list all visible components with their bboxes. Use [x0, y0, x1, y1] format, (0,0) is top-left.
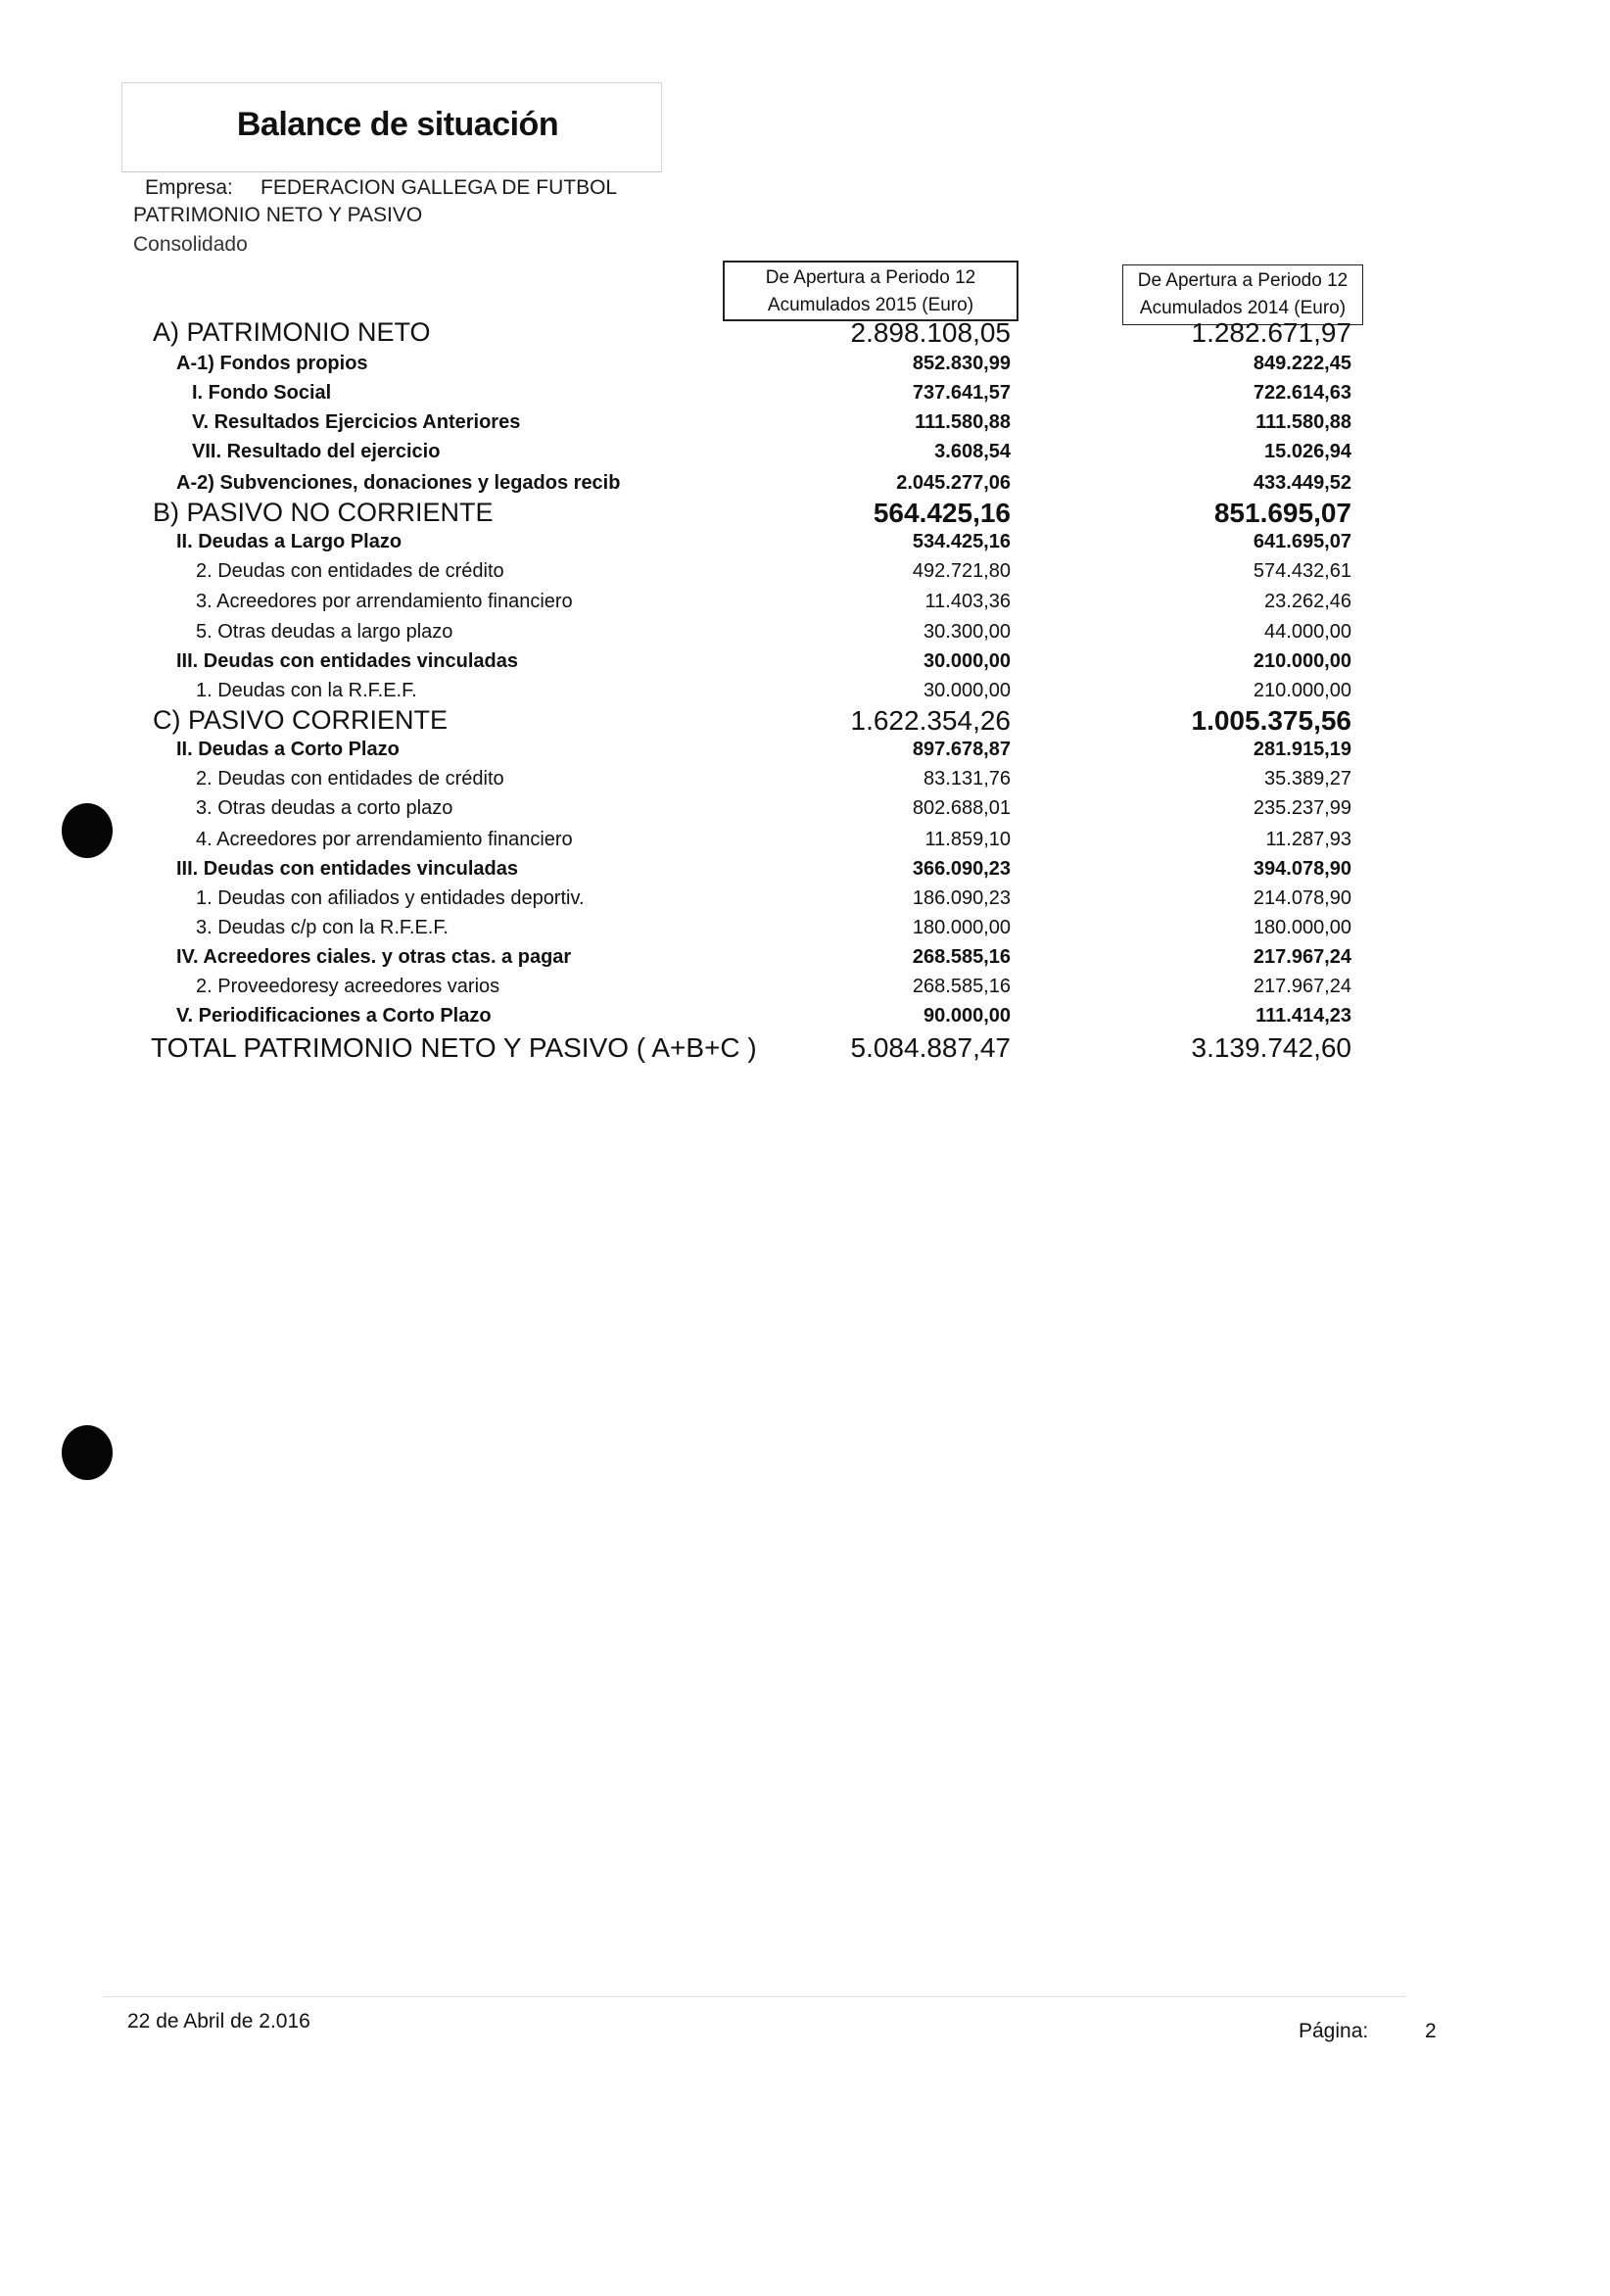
table-row: [0, 797, 1610, 827]
table-row: [0, 946, 1610, 976]
row-label: 2. Deudas con entidades de crédito: [196, 768, 504, 789]
value-2014: 23.262,46: [1264, 591, 1351, 612]
table-row: [0, 621, 1610, 650]
value-2014: 44.000,00: [1264, 621, 1351, 643]
value-2014: 394.078,90: [1253, 858, 1351, 880]
value-2015: 737.641,57: [912, 382, 1011, 404]
value-2014: 235.237,99: [1253, 797, 1351, 819]
value-2014: 15.026,94: [1264, 441, 1351, 462]
value-2015: 90.000,00: [923, 1005, 1011, 1027]
row-label: II. Deudas a Largo Plazo: [176, 531, 402, 552]
row-label: IV. Acreedores ciales. y otras ctas. a pagar: [176, 946, 572, 968]
value-2014: 214.078,90: [1253, 887, 1351, 909]
column-header-2014: [1122, 264, 1363, 325]
value-2015: 3.608,54: [934, 441, 1011, 462]
table-row: [0, 560, 1610, 590]
scope-label: Consolidado: [133, 233, 248, 256]
row-label: 3. Otras deudas a corto plazo: [196, 797, 453, 819]
value-2015: 30.000,00: [923, 680, 1011, 701]
value-2014: 217.967,24: [1253, 946, 1351, 968]
column-header-2015: [723, 261, 1018, 321]
value-2015: 534.425,16: [912, 531, 1011, 552]
value-2015: 564.425,16: [873, 498, 1011, 528]
punch-hole-icon: [62, 1425, 113, 1480]
value-2014: 722.614,63: [1253, 382, 1351, 404]
value-2014: 3.139.742,60: [1191, 1032, 1351, 1063]
value-2014: 111.414,23: [1255, 1005, 1351, 1027]
value-2015: 492.721,80: [912, 560, 1011, 582]
table-row: [0, 829, 1610, 858]
row-label: 1. Deudas con afiliados y entidades deportiv.: [196, 887, 585, 909]
value-2014: 281.915,19: [1253, 739, 1351, 760]
value-2014: 851.695,07: [1213, 498, 1351, 528]
value-2015: 180.000,00: [912, 917, 1011, 938]
value-2014: 641.695,07: [1253, 531, 1351, 552]
value-2015: 186.090,23: [912, 887, 1011, 909]
table-row: [0, 498, 1610, 533]
section-heading: PATRIMONIO NETO Y PASIVO: [133, 204, 423, 226]
table-row: [0, 353, 1610, 382]
value-2015: 802.688,01: [912, 797, 1011, 819]
value-2015: 5.084.887,47: [850, 1032, 1011, 1063]
empresa-name: FEDERACION GALLEGA DE FUTBOL: [260, 176, 618, 199]
value-2015: 2.045.277,06: [896, 472, 1011, 494]
value-2015: 83.131,76: [923, 768, 1011, 789]
table-row: [0, 382, 1610, 411]
column-header-line: Acumulados 2015 (Euro): [767, 295, 974, 315]
table-row: [0, 887, 1610, 917]
row-label: 3. Deudas c/p con la R.F.E.F.: [196, 917, 449, 938]
row-label: 2. Deudas con entidades de crédito: [196, 560, 504, 582]
value-2015: 268.585,16: [912, 946, 1011, 968]
row-label: TOTAL PATRIMONIO NETO Y PASIVO ( A+B+C ): [151, 1032, 757, 1063]
value-2015: 1.622.354,26: [850, 705, 1011, 736]
column-header-line: De Apertura a Periodo 12: [765, 267, 976, 288]
row-label: 3. Acreedores por arrendamiento financiero: [196, 591, 573, 612]
value-2015: 852.830,99: [912, 353, 1011, 374]
value-2015: 11.859,10: [924, 829, 1011, 850]
value-2014: 111.580,88: [1255, 411, 1351, 433]
total-row: [0, 1032, 1610, 1068]
footer-divider: [104, 1996, 1406, 1997]
value-2014: 574.432,61: [1253, 560, 1351, 582]
value-2014: 849.222,45: [1253, 353, 1351, 374]
column-header-line: De Apertura a Periodo 12: [1137, 270, 1349, 291]
table-row: [0, 591, 1610, 620]
value-2015: 897.678,87: [912, 739, 1011, 760]
row-label: V. Resultados Ejercicios Anteriores: [192, 411, 521, 433]
row-label: 2. Proveedoresy acreedores varios: [196, 976, 500, 997]
value-2015: 11.403,36: [924, 591, 1011, 612]
table-row: [0, 739, 1610, 768]
table-row: [0, 768, 1610, 797]
value-2014: 217.967,24: [1253, 976, 1351, 997]
table-row: [0, 1005, 1610, 1034]
row-label: V. Periodificaciones a Corto Plazo: [176, 1005, 492, 1027]
table-row: [0, 531, 1610, 560]
table-row: [0, 976, 1610, 1005]
row-label: 4. Acreedores por arrendamiento financiero: [196, 829, 573, 850]
value-2014: 210.000,00: [1253, 650, 1351, 672]
table-row: [0, 411, 1610, 441]
value-2015: 111.580,88: [915, 411, 1011, 433]
row-label: C) PASIVO CORRIENTE: [153, 705, 449, 735]
value-2015: 2.898.108,05: [850, 317, 1011, 348]
value-2015: 366.090,23: [912, 858, 1011, 880]
value-2014: 11.287,93: [1265, 829, 1351, 850]
empresa-label: Empresa:: [145, 176, 233, 199]
value-2014: 35.389,27: [1264, 768, 1351, 789]
table-row: [0, 858, 1610, 887]
value-2014: 1.005.375,56: [1191, 705, 1351, 736]
value-2014: 1.282.671,97: [1191, 317, 1351, 348]
value-2014: 433.449,52: [1253, 472, 1351, 494]
page-label: Página:: [1299, 2020, 1369, 2042]
row-label: I. Fondo Social: [192, 382, 332, 404]
table-row: [0, 650, 1610, 680]
row-label: A) PATRIMONIO NETO: [153, 317, 431, 347]
value-2015: 30.000,00: [923, 650, 1011, 672]
row-label: B) PASIVO NO CORRIENTE: [153, 498, 494, 527]
value-2014: 210.000,00: [1253, 680, 1351, 701]
footer-date: 22 de Abril de 2.016: [127, 2010, 310, 2033]
row-label: A-1) Fondos propios: [176, 353, 368, 374]
row-label: 1. Deudas con la R.F.E.F.: [196, 680, 417, 701]
column-header-line: Acumulados 2014 (Euro): [1139, 298, 1347, 318]
value-2015: 30.300,00: [923, 621, 1011, 643]
page-title: Balance de situación: [236, 106, 559, 143]
table-row: [0, 317, 1610, 353]
row-label: III. Deudas con entidades vinculadas: [176, 650, 518, 672]
value-2014: 180.000,00: [1253, 917, 1351, 938]
row-label: II. Deudas a Corto Plazo: [176, 739, 400, 760]
row-label: III. Deudas con entidades vinculadas: [176, 858, 518, 880]
table-row: [0, 705, 1610, 741]
table-row: [0, 441, 1610, 470]
row-label: A-2) Subvenciones, donaciones y legados recib: [176, 472, 621, 494]
table-row: [0, 917, 1610, 946]
row-label: 5. Otras deudas a largo plazo: [196, 621, 453, 643]
page-number: 2: [1425, 2020, 1437, 2042]
value-2015: 268.585,16: [912, 976, 1011, 997]
row-label: VII. Resultado del ejercicio: [192, 441, 441, 462]
